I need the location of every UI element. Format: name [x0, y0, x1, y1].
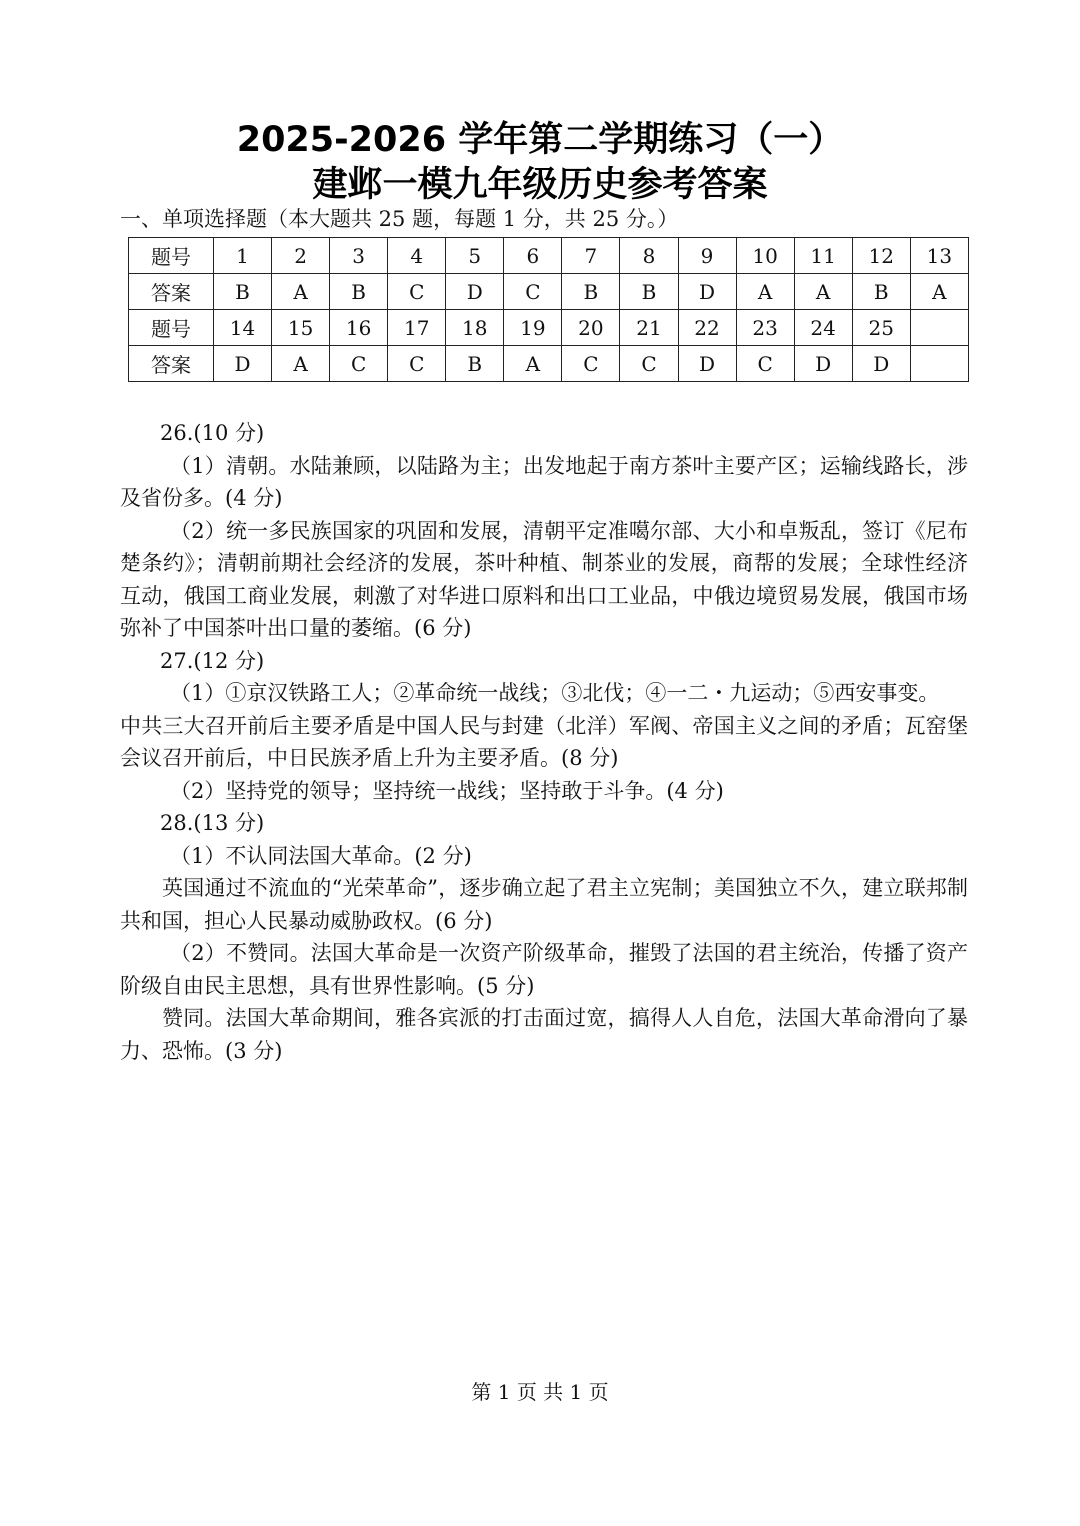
answer-body [120, 417, 968, 1067]
row-label-cell: 答案 [129, 346, 214, 382]
table-cell: C [736, 346, 794, 382]
table-cell: B [562, 274, 620, 310]
table-cell: A [736, 274, 794, 310]
table-cell: 25 [852, 310, 910, 346]
table-cell: C [620, 346, 678, 382]
question-28-heading: 28.(13 分) [160, 811, 265, 835]
question-26-part-2: （2）统一多民族国家的巩固和发展，清朝平定准噶尔部、大小和卓叛乱，签订《尼布楚条约》；清朝前期社会经济的发展，茶叶种植、制茶业的发展，商帮的发展；全球性经济互动，俄国工商业发展，刺激了对华进口原料和出口工业品，中俄边境贸易发展，俄国市场弥补了中国茶叶出口量的萎缩。(6 分) [120, 518, 968, 640]
document-title: 2025-2026 学年第二学期练习（一） [236, 120, 844, 160]
table-cell: 2 [272, 238, 330, 274]
question-27-part-1: （1）①京汉铁路工人；②革命统一战线；③北伐；④一二・九运动；⑤西安事变。 [170, 681, 940, 705]
page-footer: 第 1 页 共 1 页 [471, 1380, 609, 1404]
table-cell: B [852, 274, 910, 310]
table-cell: D [446, 274, 504, 310]
table-cell: 20 [562, 310, 620, 346]
answer-table [128, 237, 969, 382]
question-28-part-1: （1）不认同法国大革命。(2 分) [170, 843, 472, 868]
table-cell: 24 [794, 310, 852, 346]
table-row [129, 274, 969, 310]
table-cell [910, 346, 968, 382]
table-cell: 15 [272, 310, 330, 346]
table-cell: 18 [446, 310, 504, 346]
table-cell: A [794, 274, 852, 310]
table-cell: 9 [678, 238, 736, 274]
table-cell: 14 [214, 310, 272, 346]
row-label-cell: 题号 [129, 310, 214, 346]
table-cell: 5 [446, 238, 504, 274]
section-heading-multiple-choice: 一、单项选择题（本大题共 25 题，每题 1 分，共 25 分。） [120, 207, 679, 231]
question-27-heading: 27.(12 分) [160, 648, 265, 673]
table-cell: D [214, 346, 272, 382]
table-cell: 21 [620, 310, 678, 346]
row-label-cell: 答案 [129, 274, 214, 310]
table-cell: 10 [736, 238, 794, 274]
table-cell: C [330, 346, 388, 382]
table-cell: A [910, 274, 968, 310]
table-cell: C [504, 274, 562, 310]
table-cell: C [388, 346, 446, 382]
table-cell: B [446, 346, 504, 382]
table-row [129, 346, 969, 382]
table-cell: C [562, 346, 620, 382]
table-cell: A [272, 346, 330, 382]
table-cell [910, 310, 968, 346]
table-cell: 13 [910, 238, 968, 274]
table-cell: 17 [388, 310, 446, 346]
table-row [129, 238, 969, 274]
document-subtitle: 建邺一模九年级历史参考答案 [312, 165, 768, 205]
question-26-part-1: （1）清朝。水陆兼顾，以陆路为主；出发地起于南方茶叶主要产区；运输线路长，涉及省份多。(4 分) [120, 453, 968, 510]
question-26-heading: 26.(10 分) [160, 421, 265, 445]
table-cell: 6 [504, 238, 562, 274]
question-27-part-2: （2）坚持党的领导；坚持统一战线；坚持敢于斗争。(4 分) [170, 778, 724, 803]
question-28-part-1-explanation: 英国通过不流血的“光荣革命”，逐步确立起了君主立宪制；美国独立不久，建立联邦制共和国，担心人民暴动威胁政权。(6 分) [120, 876, 968, 933]
row-label-cell: 题号 [129, 238, 214, 274]
table-cell: A [504, 346, 562, 382]
question-27-part-1-explanation: 中共三大召开前后主要矛盾是中国人民与封建（北洋）军阀、帝国主义之间的矛盾；瓦窑堡会议召开前后，中日民族矛盾上升为主要矛盾。(8 分) [120, 713, 968, 770]
table-cell: 8 [620, 238, 678, 274]
table-cell: 23 [736, 310, 794, 346]
table-cell: 11 [794, 238, 852, 274]
table-cell: 3 [330, 238, 388, 274]
table-cell: B [214, 274, 272, 310]
table-cell: 7 [562, 238, 620, 274]
table-cell: A [272, 274, 330, 310]
question-28-part-2-agree: 赞同。法国大革命期间，雅各宾派的打击面过宽，搞得人人自危，法国大革命滑向了暴力、恐怖。(3 分) [120, 1006, 968, 1063]
table-cell: D [852, 346, 910, 382]
table-cell: D [678, 346, 736, 382]
table-cell: 4 [388, 238, 446, 274]
table-cell: B [620, 274, 678, 310]
table-cell: C [388, 274, 446, 310]
table-cell: 1 [214, 238, 272, 274]
table-cell: 12 [852, 238, 910, 274]
table-cell: D [794, 346, 852, 382]
table-cell: 22 [678, 310, 736, 346]
table-row [129, 310, 969, 346]
table-cell: D [678, 274, 736, 310]
table-cell: 16 [330, 310, 388, 346]
question-28-part-2: （2）不赞同。法国大革命是一次资产阶级革命，摧毁了法国的君主统治，传播了资产阶级自由民主思想，具有世界性影响。(5 分) [120, 941, 968, 998]
table-cell: B [330, 274, 388, 310]
table-cell: 19 [504, 310, 562, 346]
